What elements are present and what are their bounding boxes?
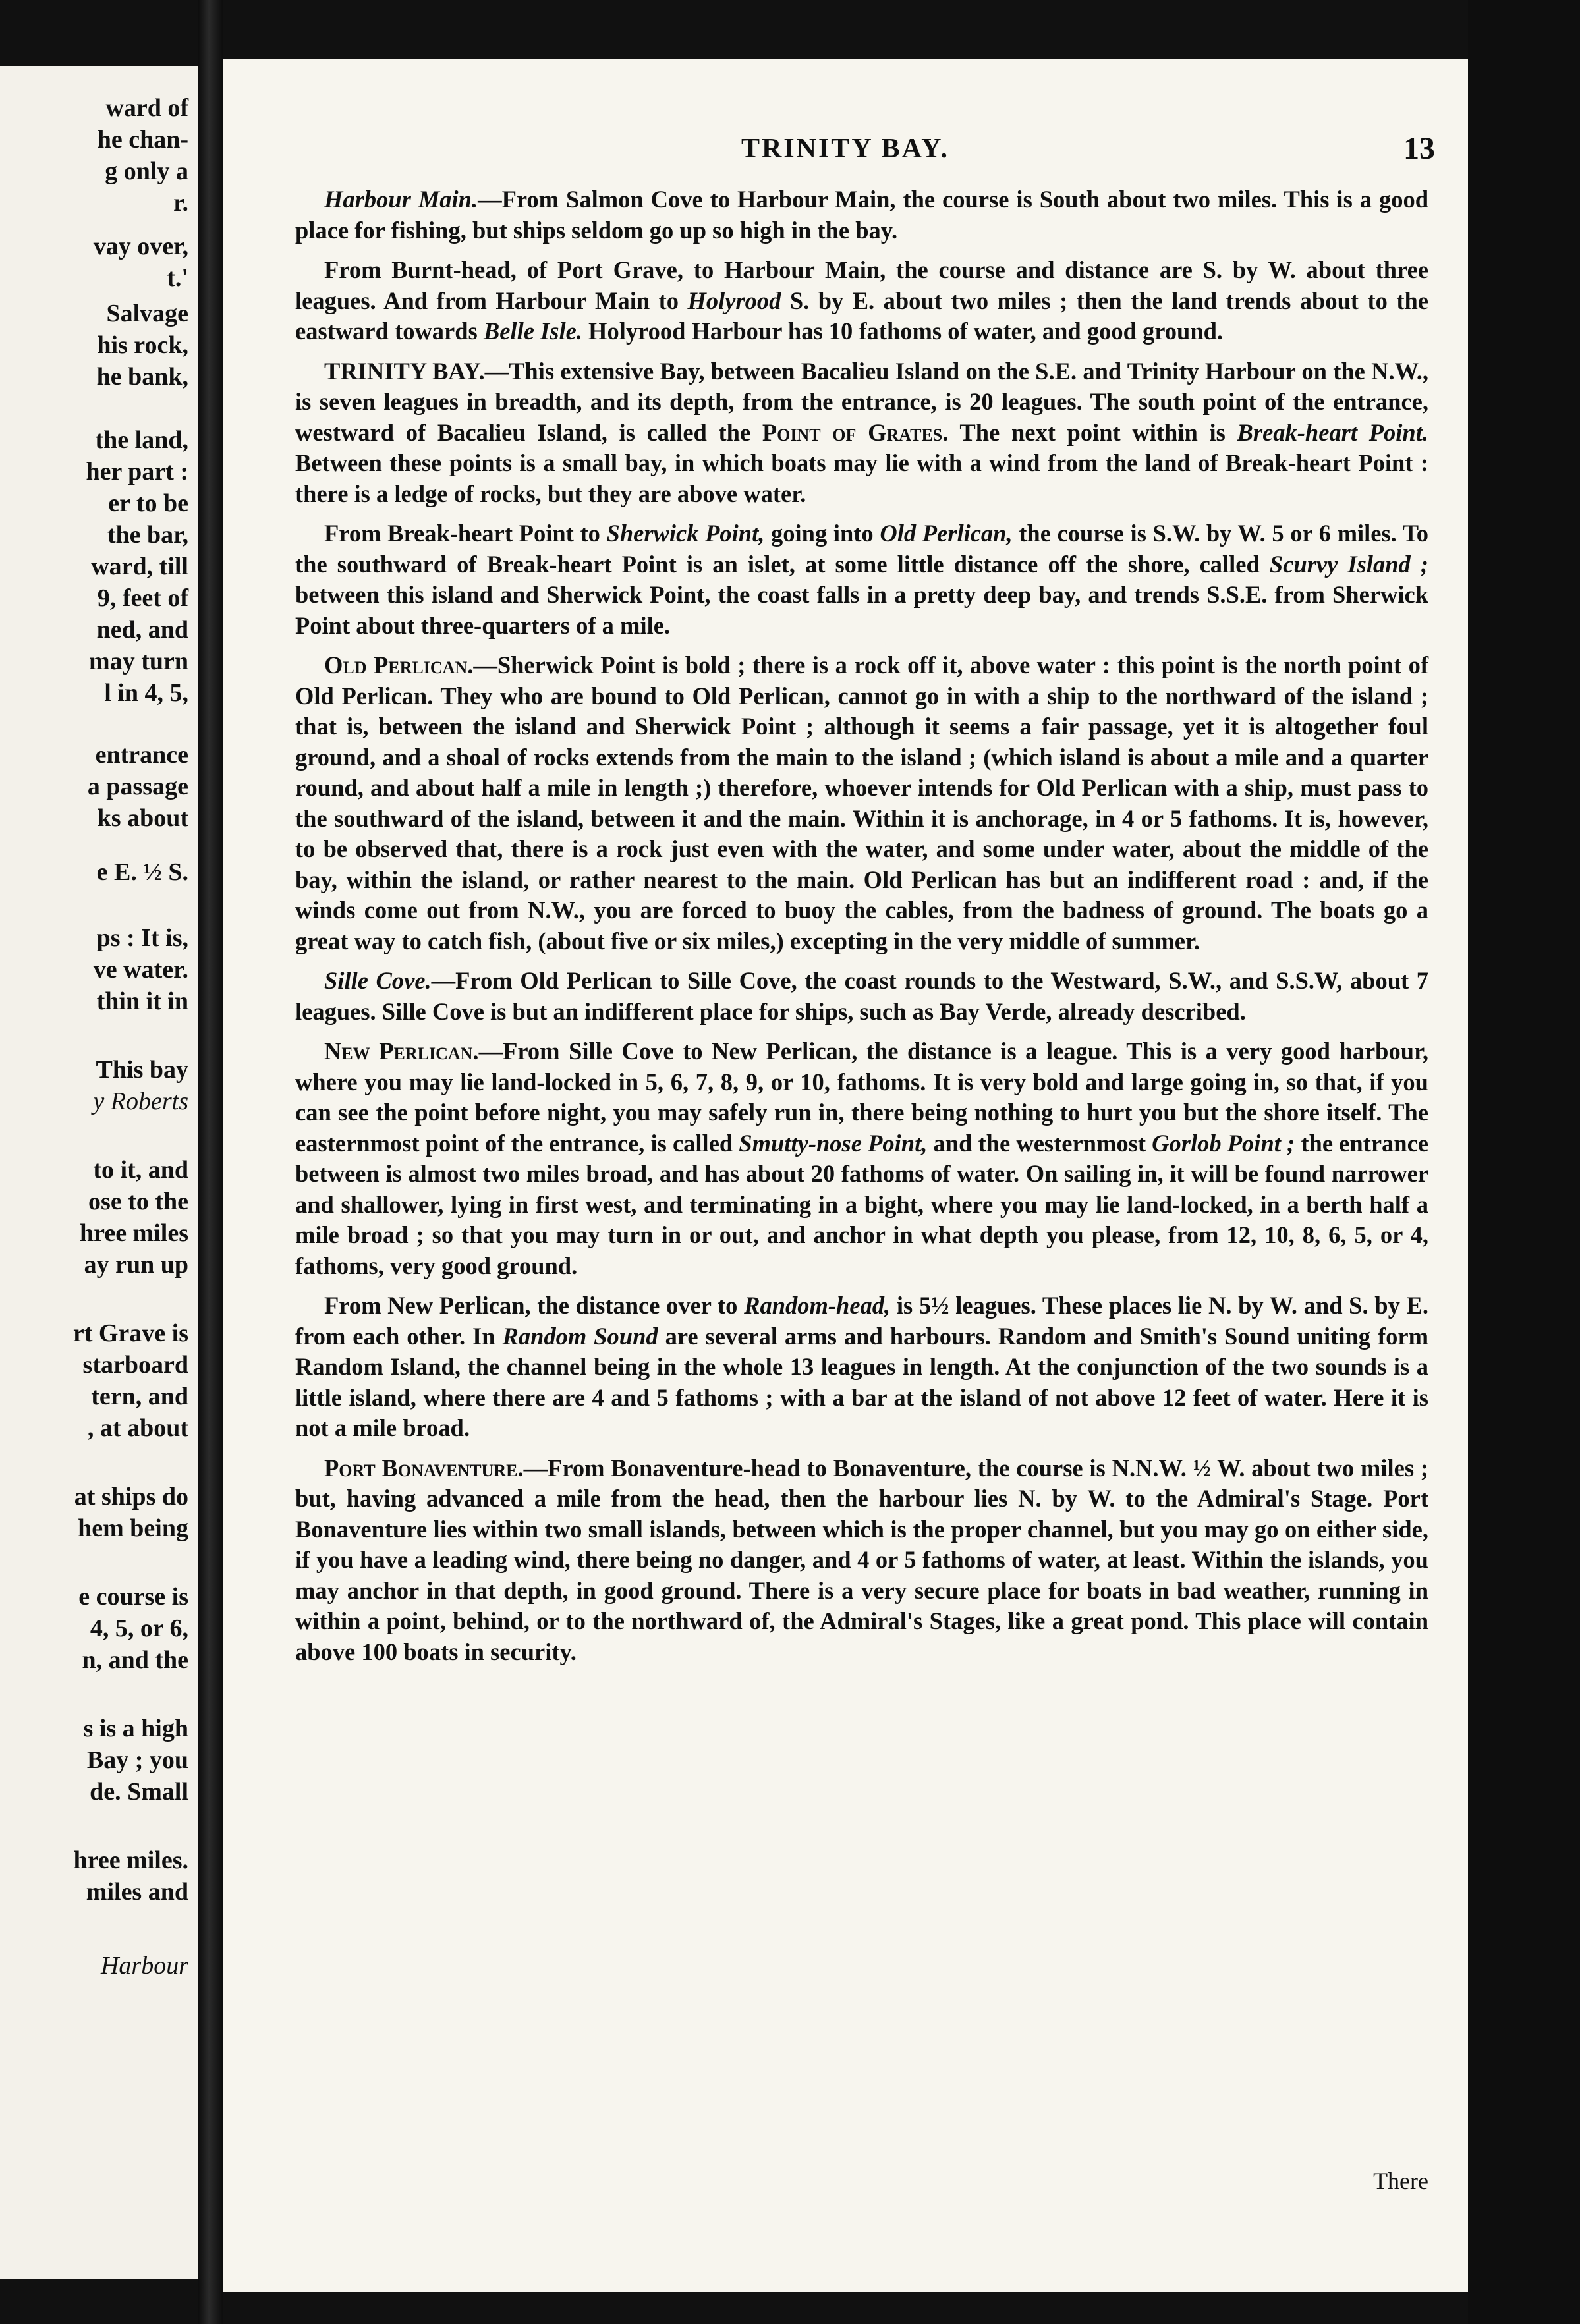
left-page-line: a passage (87, 773, 188, 800)
paragraph-text: S. by E. about two miles ; then the land trends about to the eastward towards (295, 287, 1429, 345)
paragraph-text: going into (764, 520, 880, 547)
left-page-line: at ships do (74, 1483, 188, 1510)
emphasis-text: Holyrood (687, 287, 781, 314)
paragraph-text: and the westernmost (927, 1129, 1152, 1157)
paragraph (295, 255, 1428, 347)
left-page-line: he chan- (97, 126, 188, 153)
paragraph (295, 1290, 1428, 1444)
left-page-line: 9, feet of (97, 584, 188, 612)
left-page-line: l in 4, 5, (104, 679, 188, 707)
paragraph-text: —From Bonaventure-head to Bonaventure, the course is N.N.W. ½ W. about two miles ; but, having advanced a mile from the head, then the harbour lies N. by W. to the Admiral's Stage. Port Bonaventure lies within two small islands, between which is the proper channel, but you may go on either side, if you have a leading wind, there being no danger, and 4 or 5 fathoms of water, at least. Within the islands, you may anchor in that depth, in good ground. There is a very secure place for boats in bad weather, running in within a point, behind, or to the northward of, the Admiral's Stages, like a great pond. This place will contain above 100 boats in security. (295, 1454, 1429, 1665)
paragraph-text: —From Old Perlican to Sille Cove, the coast rounds to the Westward, S.W., and S.S.W, about 7 leagues. Sille Cove is but an indifferent place for ships, such as Bay Verde, already described. (295, 967, 1428, 1025)
right-page (223, 59, 1468, 2292)
paragraph-text: are several arms and harbours. Random and Smith's Sound uniting form Random Island, the channel being in the whole 13 leagues in length. At the conjunction of the two sounds is a little island, where there are 4 and 5 fathoms ; with a bar at the island of not above 12 feet of water. Here it is not a mile broad. (295, 1322, 1428, 1441)
left-page-line: Bay ; you (86, 1746, 188, 1774)
left-page-line: This bay (96, 1056, 188, 1084)
paragraph-text: —From Salmon Cove to Harbour Main, the course is South about two miles. This is a good place for fishing, but ships seldom go up so high in the bay. (295, 186, 1429, 244)
left-page-line: y Roberts (93, 1088, 188, 1115)
left-page-line: the land, (95, 426, 188, 454)
emphasis-text: Gorlob Point ; (1152, 1129, 1295, 1157)
left-page-line: the bar, (107, 521, 188, 549)
paragraph-text: is 5½ leagues. These places lie N. by W. and S. by E. from each other. In (295, 1292, 1428, 1350)
left-page-line: ose to the (88, 1188, 188, 1215)
left-page-line: ps : It is, (96, 924, 188, 952)
emphasis-text: Point of Grates. (762, 418, 949, 446)
emphasis-text: Port Bonaventure. (324, 1454, 524, 1481)
left-page-line: hem being (78, 1514, 188, 1542)
left-page-line: hree miles. (73, 1846, 188, 1874)
paragraph-text: —From Sille Cove to New Perlican, the distance is a league. This is a very good harbour, where you may lie land-locked in 5, 6, 7, 8, 9, or 10, fathoms. It is very bold and large going in, so that, if you can see the point before night, you may safely run in, there being nothing to hurt you but the shore itself. The easternmost point of the entrance, is called (295, 1038, 1428, 1157)
left-page-fragment (0, 66, 198, 2279)
page-edge-shadow (1468, 0, 1580, 2324)
left-page-line: e E. ½ S. (96, 858, 188, 886)
paragraph-text: From New Perlican, the distance over to (324, 1292, 745, 1319)
page-header (223, 133, 1468, 173)
left-page-line: 4, 5, or 6, (90, 1615, 188, 1642)
emphasis-text: New Perlican. (324, 1038, 479, 1065)
left-page-line: s is a high (83, 1715, 188, 1742)
paragraph-text: the course is S.W. by W. 5 or 6 miles. To the southward of Break-heart Point is an islet, at some little distance off the shore, called (295, 520, 1429, 578)
emphasis-text: Smutty-nose Point, (739, 1129, 928, 1157)
left-page-line: his rock, (97, 331, 188, 359)
left-page-line: rt Grave is (72, 1319, 188, 1347)
left-page-line: vay over, (93, 233, 188, 260)
left-page-line: thin it in (96, 987, 188, 1015)
paragraph-text: the entrance between is almost two miles broad, and has about 20 fathoms of water. On sailing in, it will be found narrower and shallower, lying in first west, and terminating in a bight, where you may lie land-locked, in a berth half a mile broad ; so that you may turn in or out, and anchor in what depth you please, from 12, 10, 8, 6, 5, or 4, fathoms, very good ground. (295, 1129, 1428, 1279)
emphasis-text: Sille Cove. (324, 967, 432, 994)
emphasis-text: Old Perlican. (324, 651, 474, 678)
left-page-line: to it, and (93, 1156, 188, 1184)
body-text (295, 184, 1428, 1676)
emphasis-text: Belle Isle. (483, 318, 582, 345)
paragraph-text: Holyrood Harbour has 10 fathoms of water, and good ground. (582, 318, 1224, 345)
emphasis-text: Harbour Main. (324, 186, 478, 213)
left-page-line: may turn (89, 648, 188, 675)
left-page-line: entrance (95, 741, 188, 769)
emphasis-text: Break-heart Point. (1237, 418, 1428, 446)
left-page-line: n, and the (82, 1646, 188, 1674)
left-page-line: he bank, (96, 363, 188, 391)
left-page-line: g only a (105, 157, 188, 185)
left-page-line: , at about (87, 1414, 188, 1442)
left-page-line: miles and (86, 1878, 188, 1906)
paragraph (295, 356, 1428, 510)
paragraph (295, 1036, 1428, 1281)
left-page-line: ay run up (84, 1251, 188, 1279)
paragraph (295, 650, 1428, 956)
paragraph (295, 1453, 1428, 1668)
paragraph (295, 518, 1428, 641)
left-page-line: t.' (167, 264, 188, 292)
left-page-line: starboard (82, 1351, 188, 1379)
paragraph-text: —Sherwick Point is bold ; there is a rock off it, above water : this point is the north point of Old Perlican. They who are bound to Old Perlican, cannot go in with a ship to the northward of the island ; that is, between the island and Sherwick Point ; although it seems a fair passage, yet it is altogether foul ground, and a shoal of rocks extends from the main to the island ; (which island is about a mile and a quarter round, and about half a mile in length ;) therefore, whoever intends for Old Perlican with a ship, must pass to the southward of the island, between it and the main. Within it is anchorage, in 4 or 5 fathoms. It is, however, to be observed that, there is a rock just even with the water, and some under water, about the middle of the bay, within the island, or rather nearest to the main. Old Perlican has but an indifferent road : and, if the winds come out from N.W., you are forced to buoy the cables, from the badness of ground. The boats go a great way to catch fish, (about five or six miles,) excepting in the very middle of summer. (295, 651, 1428, 954)
left-page-line: ks about (97, 804, 188, 832)
paragraph-text: From Burnt-head, of Port Grave, to Harbour Main, the course and distance are S. by W. about three leagues. And from Harbour Main to (295, 256, 1428, 314)
emphasis-text: Old Perlican, (880, 520, 1013, 547)
left-page-line: de. Small (90, 1778, 188, 1806)
left-page-line: e course is (78, 1583, 188, 1611)
left-page-line: Harbour (100, 1952, 188, 1979)
left-page-line: her part : (86, 458, 188, 485)
left-page-line: hree miles (80, 1219, 188, 1247)
emphasis-text: Random-head, (744, 1292, 891, 1319)
left-page-line: Salvage (106, 300, 188, 327)
paragraph-text: From Break-heart Point to (324, 520, 607, 547)
left-page-line: ward, till (91, 553, 188, 580)
paragraph-text: between this island and Sherwick Point, the coast falls in a pretty deep bay, and trends S.S.E. from Sherwick Point about three-quarters of a mile. (295, 581, 1428, 639)
emphasis-text: Scurvy Island ; (1269, 550, 1428, 578)
running-title: TRINITY BAY. (741, 134, 950, 164)
book-gutter (198, 0, 223, 2324)
left-page-line: tern, and (91, 1383, 188, 1410)
left-page-line: r. (173, 189, 188, 217)
catchword: There (1373, 2168, 1428, 2194)
left-page-line: ve water. (93, 956, 188, 983)
left-page-line: ward of (105, 94, 188, 122)
left-page-line: er to be (108, 489, 188, 517)
paragraph-text: Between these points is a small bay, in which boats may lie with a wind from the land of Break-heart Point : there is a ledge of rocks, but they are above water. (295, 449, 1428, 507)
paragraph (295, 184, 1428, 246)
emphasis-text: Random Sound (502, 1322, 658, 1350)
page-number: 13 (1403, 131, 1435, 166)
left-page-line: ned, and (96, 616, 188, 644)
paragraph (295, 966, 1428, 1027)
emphasis-text: Sherwick Point, (606, 520, 765, 547)
paragraph-text: The next point within is (948, 418, 1237, 446)
paragraph-text: TRINITY BAY.—This extensive Bay, between Bacalieu Island on the S.E. and Trinity Harbour on the N.W., is seven leagues in breadth, and its depth, from the entrance, is 20 leagues. The south point of the entrance, westward of Bacalieu Island, is called the (295, 357, 1428, 446)
